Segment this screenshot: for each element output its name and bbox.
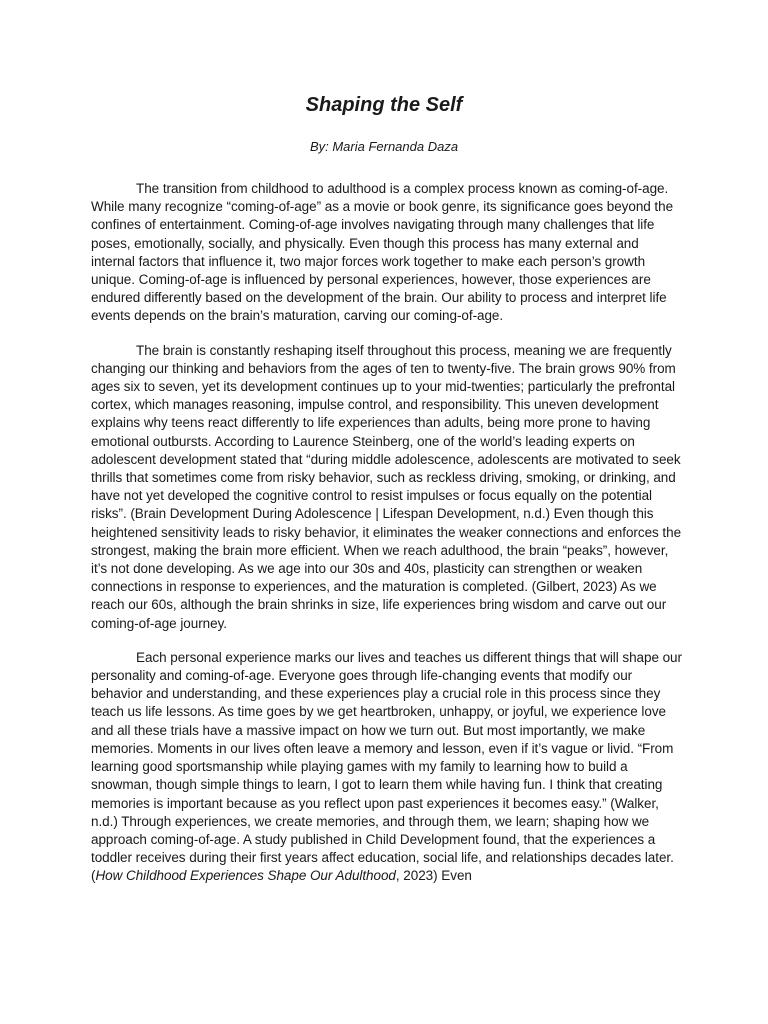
paragraph-1: The transition from childhood to adulthood is a complex process known as coming-of-age. While many recognize “coming-of-age” as a movie or book genre, its significance goes beyond the confines of entertainment. Coming-of-age involves navigating through many challenges that life poses, emotionally, socially, and physically. Even though this process has many external and internal factors that influence it, two major forces work together to make each person’s growth unique. Coming-of-age is influenced by personal experiences, however, those experiences are endured differently based on the development of the brain. Our ability to process and interpret life events depends on the brain’s maturation, carving our coming-of-age. <box>91 181 674 324</box>
document-body <box>91 180 683 902</box>
paragraph-3 <box>91 649 683 886</box>
paragraph-3-citation-title: How Childhood Experiences Shape Our Adulthood <box>95 868 396 884</box>
document-byline: By: Maria Fernanda Daza <box>309 139 459 154</box>
paragraph-3-text-end: , 2023) Even <box>395 868 472 884</box>
document-title: Shaping the Self <box>305 94 463 116</box>
paragraph-3-text: Each personal experience marks our lives and teaches us different things that will shape our personality and coming-of-age. Everyone goes through life-changing events that modify our behavior and understanding, and these experiences play a crucial role in this process since they teach us life lessons. As time goes by we get heartbroken, unhappy, or joyful, we experience love and all these trials have a massive impact on how we turn out. But most importantly, we make memories. Moments in our lives often leave a memory and lesson, even if it’s vague or livid. “From learning good sportsmanship while playing games with my family to learning how to build a snowman, though simple things to learn, I got to learn them while having fun. I think that creating memories is important because as you reflect upon past experiences it becomes easy.” (Walker, n.d.) Through experiences, we create memories, and through them, we learn; shaping how we approach coming-of-age. A study published in Child Development found, that the experiences a toddler receives during their first years affect education, social life, and relationships decades later. ( <box>91 649 682 884</box>
paragraph-2: The brain is constantly reshaping itself throughout this process, meaning we are frequently changing our thinking and behaviors from the ages of ten to twenty-five. The brain grows 90% from ages six to seven, yet its development continues up to your mid-twenties; particularly the prefrontal cortex, which manages reasoning, impulse control, and responsibility. This uneven development explains why teens react differently to life experiences than adults, being more prone to having emotional outbursts. According to Laurence Steinberg, one of the world’s leading experts on adolescent development stated that “during middle adolescence, adolescents are motivated to seek thrills that sometimes come from risky behavior, such as reckless driving, smoking, or drinking, and have not yet developed the cognitive control to resist impulses or focus equally on the potential risks”. (Brain Development During Adolescence | Lifespan Development, n.d.) Even though this heightened sensitivity leads to risky behavior, it eliminates the weaker connections and enforces the strongest, making the brain more efficient. When we reach adulthood, the brain “peaks”, however, it’s not done developing. As we age into our 30s and 40s, plasticity can strengthen or weaken connections in response to experiences, and the maturation is completed. (Gilbert, 2023) As we reach our 60s, although the brain shrinks in size, life experiences bring wisdom and carve out our coming-of-age journey. <box>91 342 682 631</box>
